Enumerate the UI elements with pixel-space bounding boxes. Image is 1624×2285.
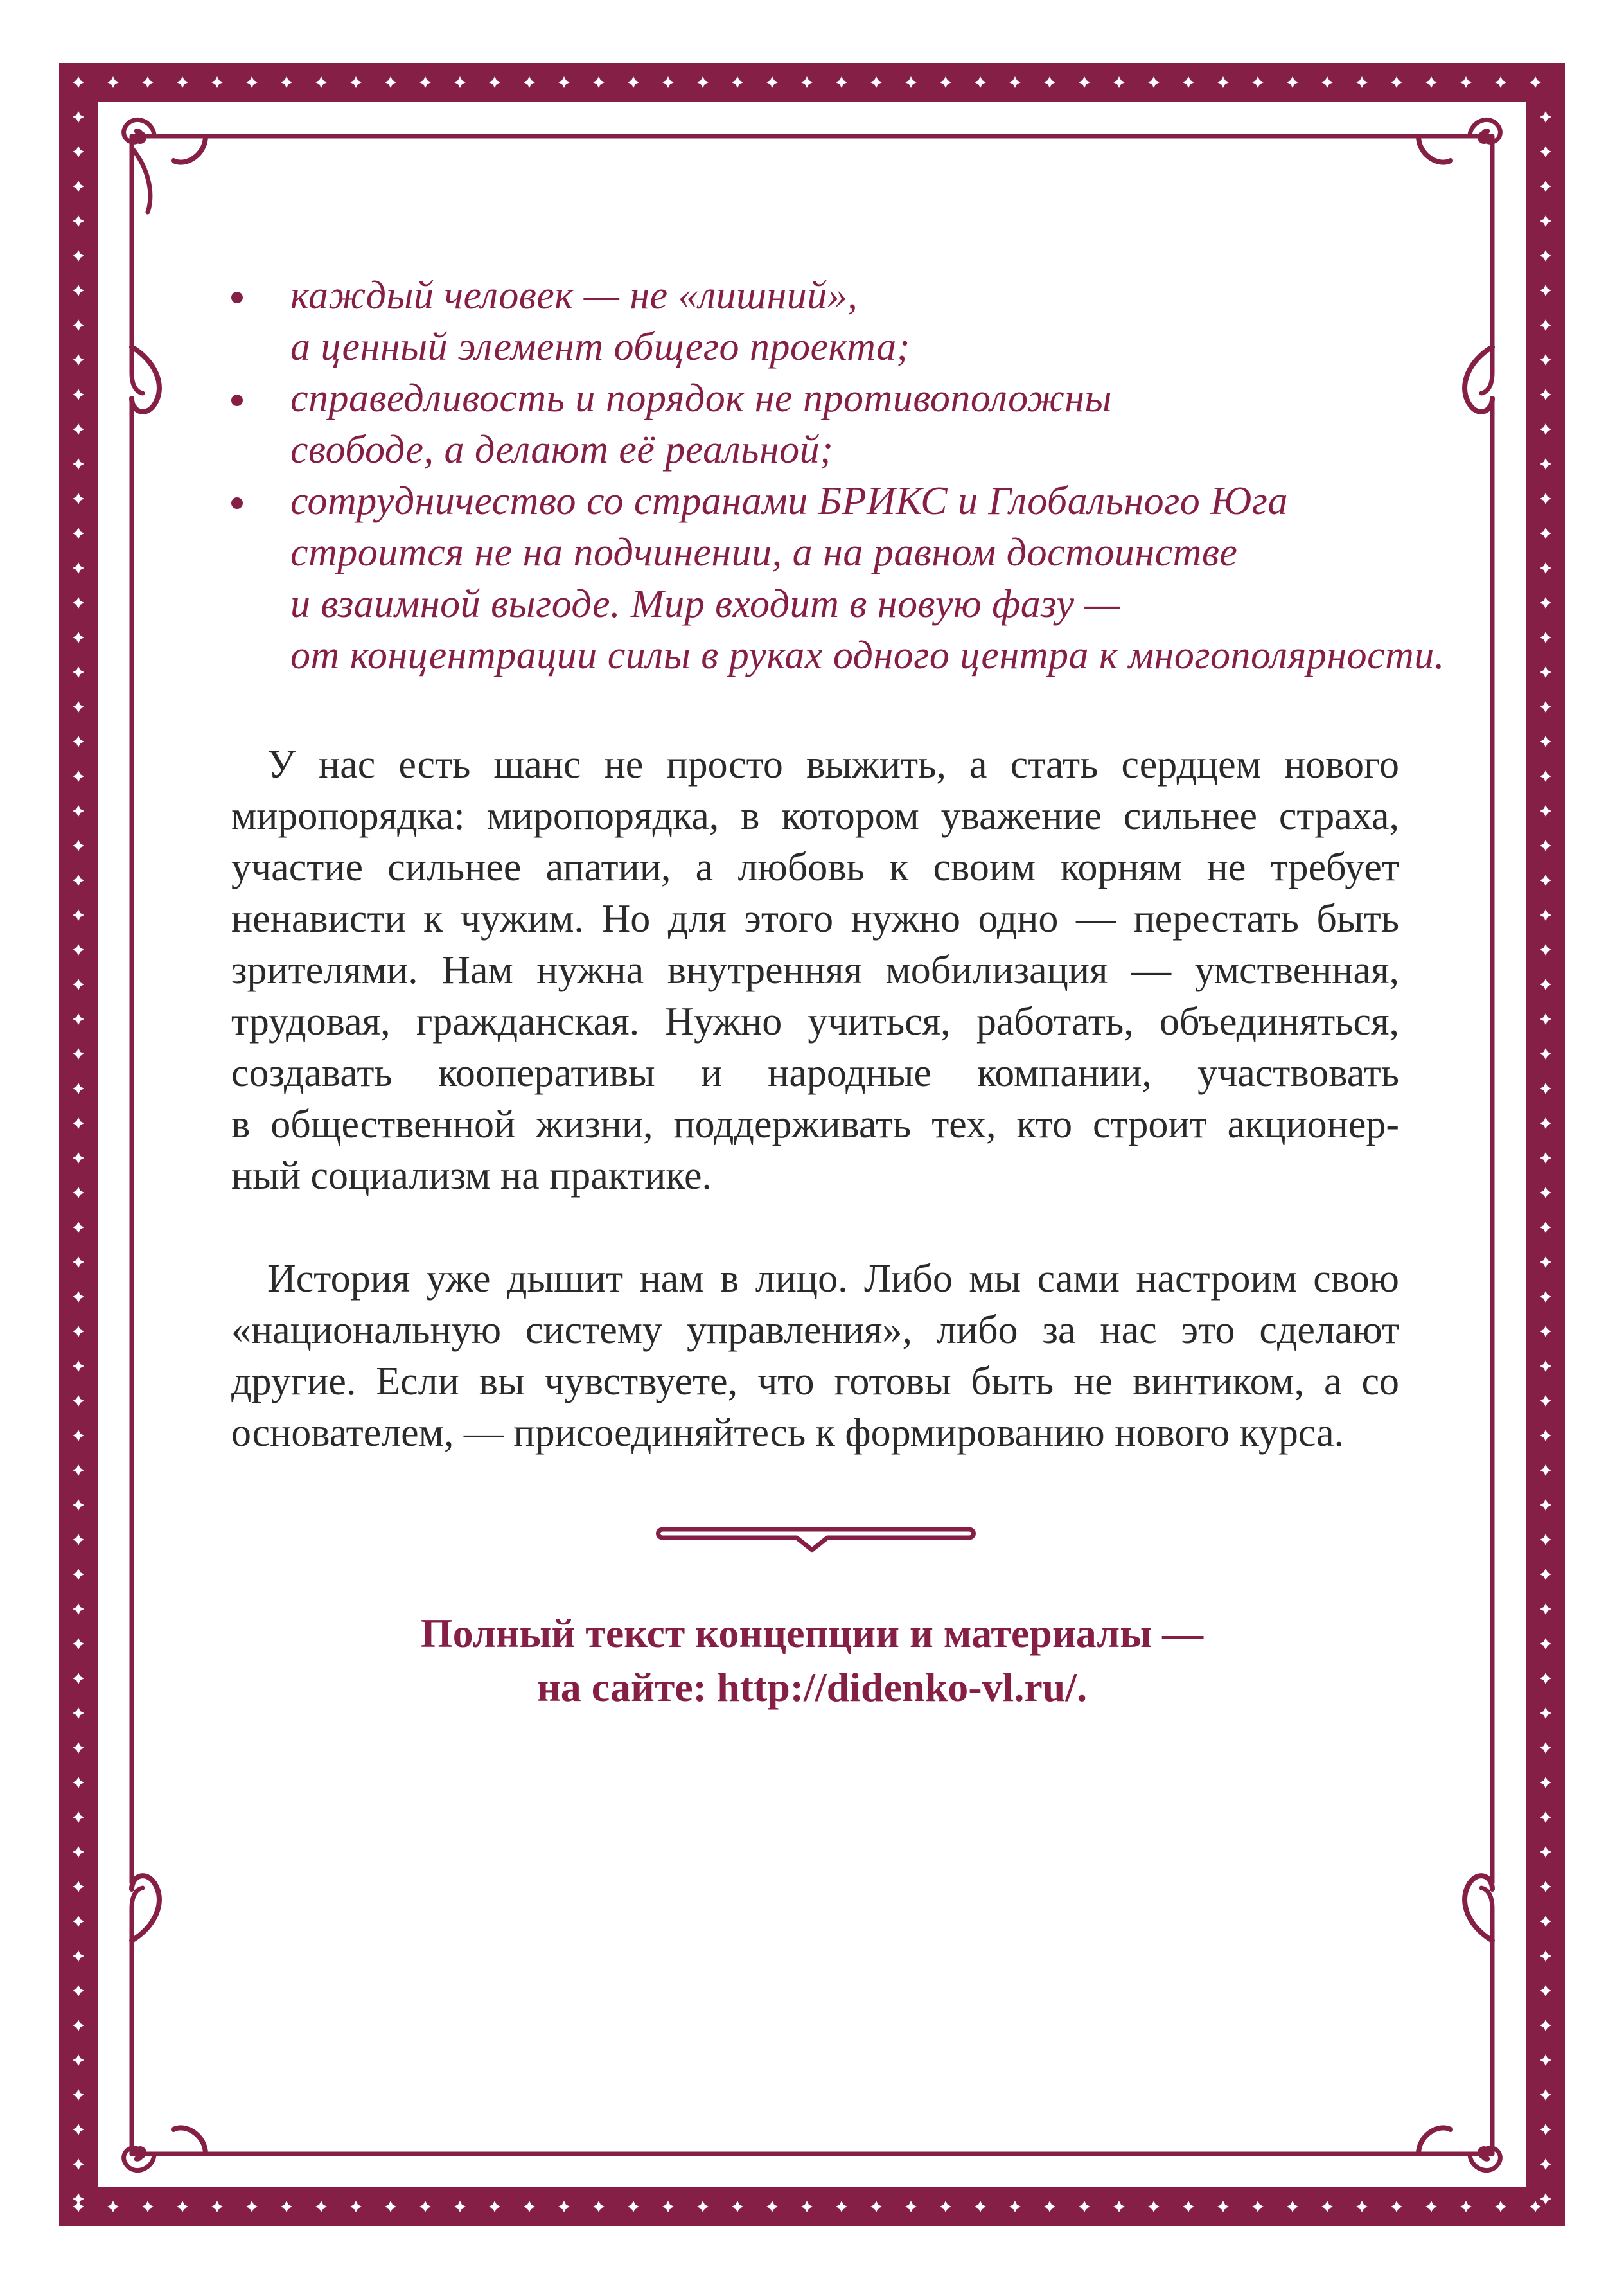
- bullet-list: [231, 270, 1445, 681]
- list-item: справедливость и порядок не противоположны свободе, а делают её реальной;: [231, 373, 1407, 476]
- bullet-dot-icon: [231, 292, 243, 303]
- list-item: сотрудничество со странами БРИКС и Глобального Юга строится не на подчинении, а на равном достоинстве и взаимной выгоде. Мир входит в новую фазу — от концентрации силы в руках одного центра к многополярности.: [231, 476, 1407, 681]
- closing-note: Полный текст концепции и материалы — на сайте: http://didenko-vl.ru/.: [193, 1606, 1431, 1714]
- paragraph-2: История уже дышит нам в лицо. Либо мы сами настроим свою «национальную систему управления», либо за нас это сделают другие. Если вы чувствуете, что готовы быть не винтиком, а со основателем, — присоединяйтесь к формированию нового курса.: [231, 1257, 1399, 1455]
- divider: [658, 1529, 974, 1550]
- website-link-text[interactable]: на сайте: http://didenko-vl.ru/.: [536, 1664, 1088, 1710]
- bullet-dot-icon: [231, 497, 243, 509]
- bullet-dot-icon: [231, 395, 243, 406]
- paragraph-1: У нас есть шанс не просто выжить, а стать сердцем нового миропорядка: миропорядка, в котором уважение сильнее страха, участие сильнее апатии, а любовь к своим корням не требует ненависти к чужим. Но для этого нужно одно — перестать быть зрителями. Нам нужна внутренняя мобилизация — умственная, трудовая, гражданская. Нужно учиться, работать, объединяться, создавать кооперативы и народные компании, участвовать в общественной жизни, поддерживать тех, кто строит акционер- ный социализм на практике.: [231, 743, 1399, 1198]
- list-item: каждый человек — не «лишний», а ценный элемент общего проекта;: [231, 270, 1407, 373]
